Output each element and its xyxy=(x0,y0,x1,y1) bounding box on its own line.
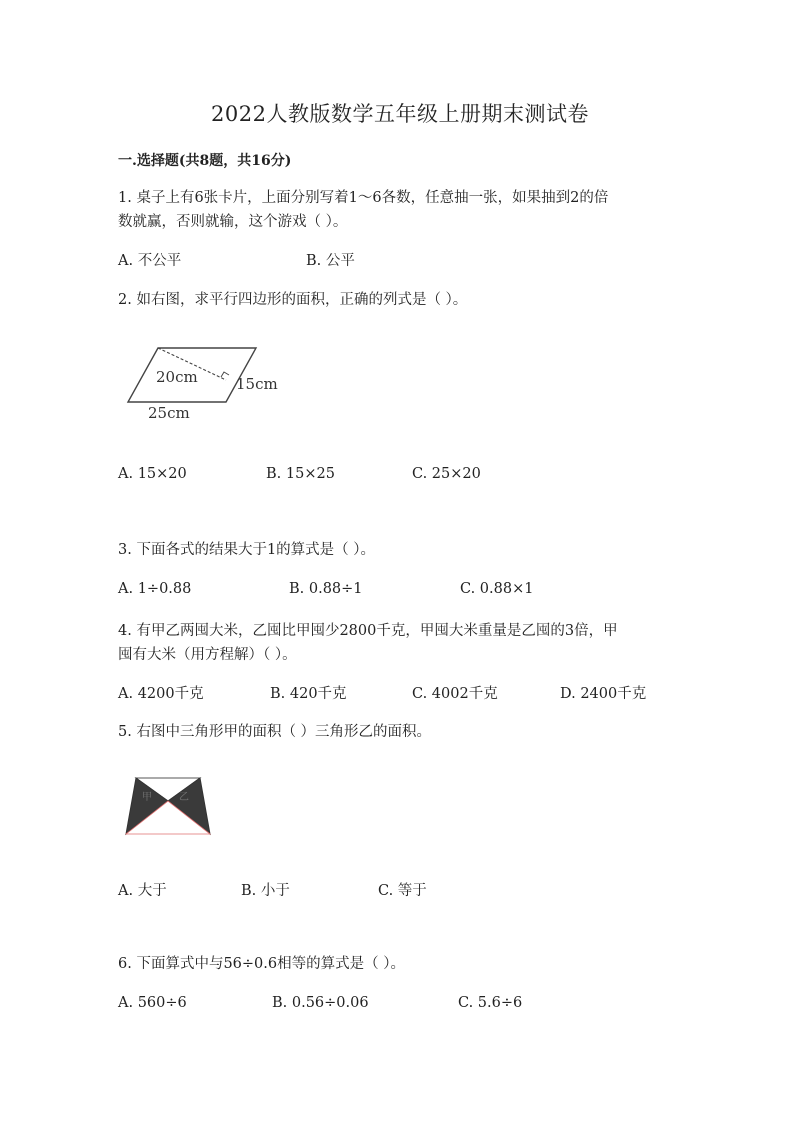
triangles-figure xyxy=(122,776,214,838)
q6-option-c: C. 5.6÷6 xyxy=(458,995,523,1011)
question-1-line-1: 1. 桌子上有6张卡片，上面分别写着1～6各数，任意抽一张，如果抽到2的倍 xyxy=(118,190,609,206)
parallelogram-figure xyxy=(118,338,298,428)
figure-label-25cm: 25cm xyxy=(148,404,190,422)
question-1 xyxy=(118,186,688,234)
figure-label-15cm: 15cm xyxy=(236,375,278,393)
figure-label-20cm: 20cm xyxy=(156,368,198,386)
q3-option-c: C. 0.88×1 xyxy=(460,581,534,597)
q5-option-b: B. 小于 xyxy=(241,883,290,899)
question-2: 2. 如右图，求平行四边形的面积，正确的列式是（ ）。 xyxy=(118,292,468,308)
question-4-line-1: 4. 有甲乙两囤大米，乙囤比甲囤少2800千克，甲囤大米重量是乙囤的3倍，甲 xyxy=(118,623,618,639)
q2-option-b: B. 15×25 xyxy=(266,466,335,482)
q3-option-b: B. 0.88÷1 xyxy=(289,581,363,597)
q6-option-b: B. 0.56÷0.06 xyxy=(272,995,369,1011)
q4-option-d: D. 2400千克 xyxy=(560,686,647,702)
question-1-line-2: 数就赢，否则就输，这个游戏（ ）。 xyxy=(118,214,348,230)
label-yi: 乙 xyxy=(179,792,189,803)
q5-option-c: C. 等于 xyxy=(378,883,427,899)
question-4 xyxy=(118,619,688,667)
question-3: 3. 下面各式的结果大于1的算式是（ ）。 xyxy=(118,542,376,558)
question-5: 5. 右图中三角形甲的面积（ ）三角形乙的面积。 xyxy=(118,724,432,740)
q2-option-a: A. 15×20 xyxy=(118,466,187,482)
question-4-line-2: 囤有大米（用方程解）（ ）。 xyxy=(118,647,297,663)
q5-option-a: A. 大于 xyxy=(118,883,167,899)
q4-option-b: B. 420千克 xyxy=(270,686,347,702)
page-title: 2022人教版数学五年级上册期末测试卷 xyxy=(211,102,589,126)
q3-option-a: A. 1÷0.88 xyxy=(118,581,192,597)
q2-option-c: C. 25×20 xyxy=(412,466,481,482)
q6-option-a: A. 560÷6 xyxy=(118,995,187,1011)
question-6: 6. 下面算式中与56÷0.6相等的算式是（ ）。 xyxy=(118,956,405,972)
section-heading: 一.选择题(共8题，共16分) xyxy=(118,153,292,169)
label-jia: 甲 xyxy=(142,792,152,803)
q4-option-c: C. 4002千克 xyxy=(412,686,498,702)
q4-option-a: A. 4200千克 xyxy=(118,686,204,702)
q1-option-b: B. 公平 xyxy=(306,253,355,269)
q1-option-a: A. 不公平 xyxy=(118,253,182,269)
